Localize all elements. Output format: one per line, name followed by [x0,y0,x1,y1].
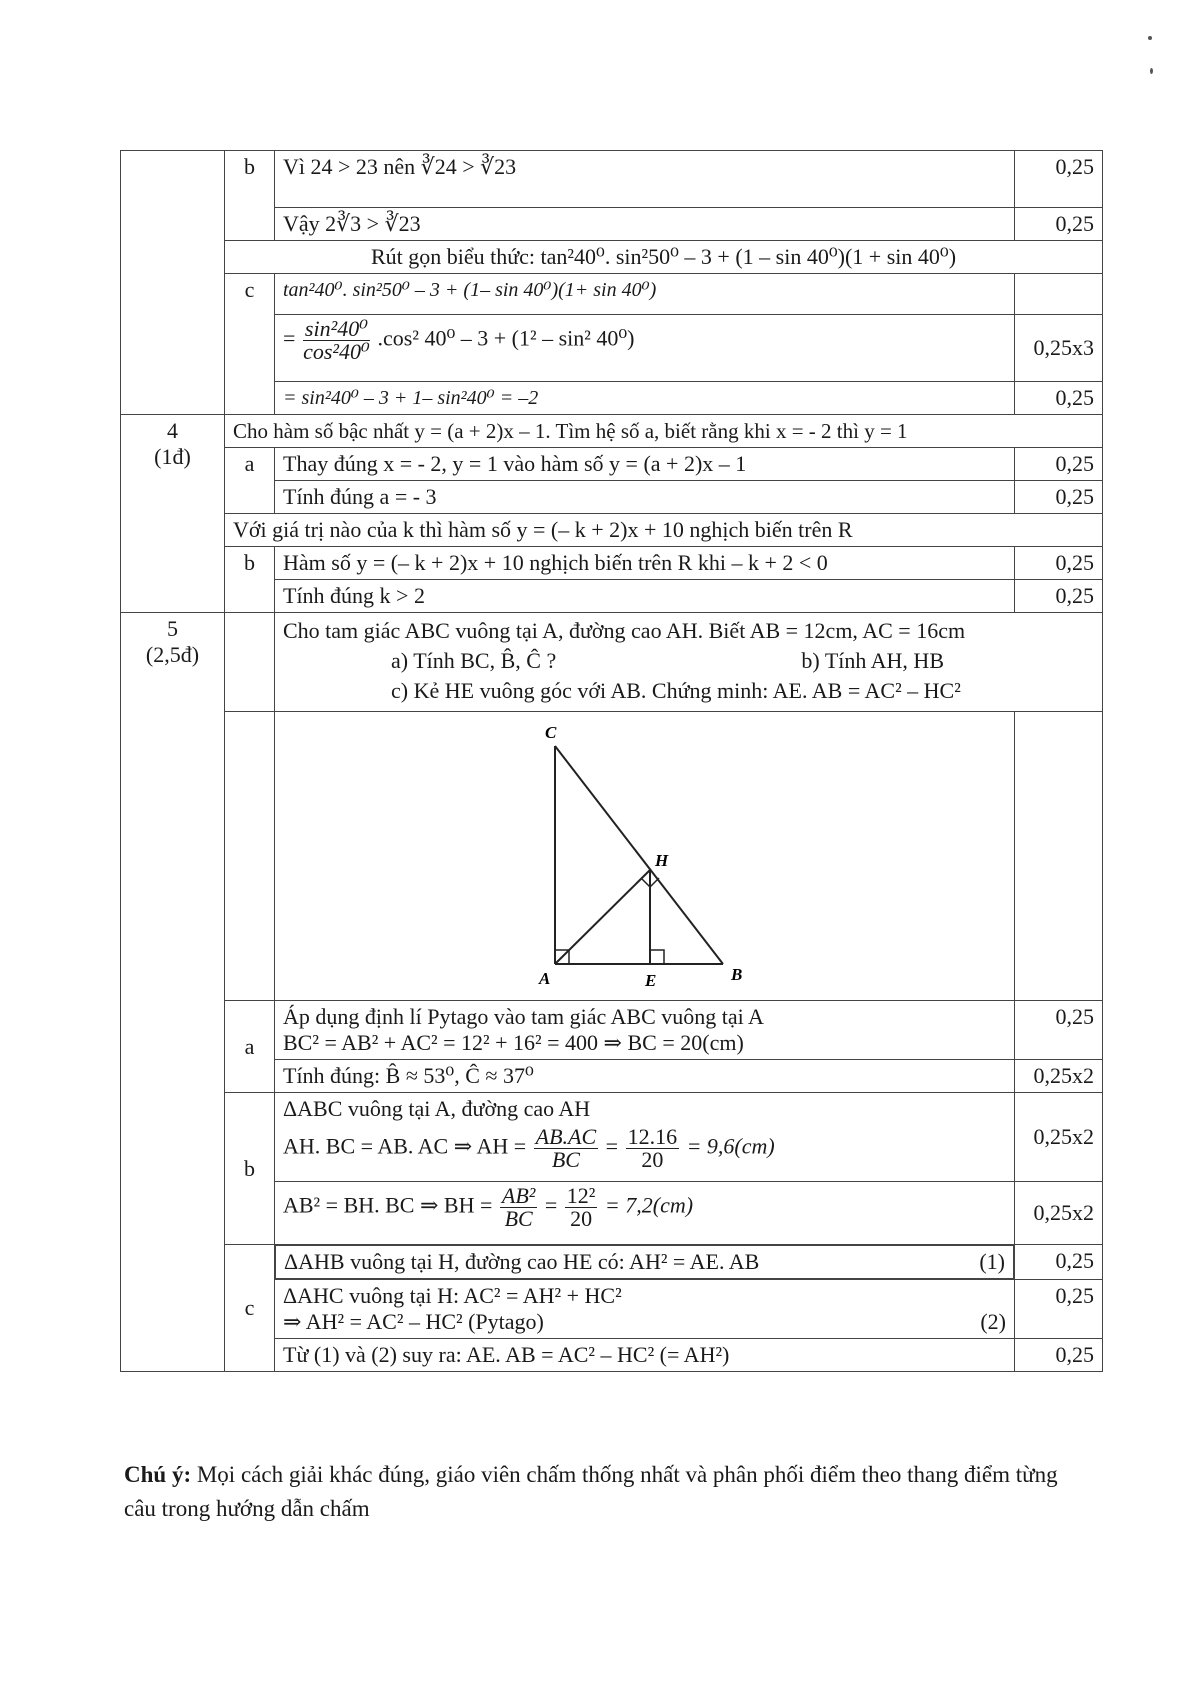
answer-line: Tính đúng a = - 3 [275,481,1015,514]
expr-result: = 7,2(cm) [604,1192,694,1218]
score: 0,25 [1015,1001,1103,1060]
score: 0,25 [1015,1280,1103,1339]
task-part-a: a) Tính BC, B̂, Ĉ ? [391,648,557,673]
score: 0,25x2 [1015,1060,1103,1093]
fraction-denominator: 20 [641,1147,664,1172]
score: 0,25 [1015,580,1103,613]
question-cell-4 [121,415,225,613]
score: 0,25 [1015,481,1103,514]
score: 0,25x2 [1015,1182,1103,1245]
table-row [121,613,1103,712]
fraction [303,318,370,363]
score: 0,25 [1015,1339,1103,1372]
fraction-numerator: 12.16 [627,1124,678,1149]
answer-line: Hàm số y = (– k + 2)x + 10 nghịch biến trên R khi – k + 2 < 0 [275,547,1015,580]
answer-text: ΔAHC vuông tại H: AC² = AH² + HC² [283,1283,622,1308]
fraction [626,1126,680,1171]
task-statement: Cho hàm số bậc nhất y = (a + 2)x – 1. Tìm hệ số a, biết rằng khi x = - 2 thì y = 1 [225,415,1103,448]
fraction-numerator: 12² [566,1183,596,1208]
answer-line: Tính đúng k > 2 [275,580,1015,613]
table-row [121,151,1103,208]
part-label: a [225,448,275,514]
equation-mark: (2) [980,1309,1006,1334]
expr-prefix: AB² = BH. BC ⇒ BH = [283,1192,493,1218]
equals-sign: = [283,325,296,351]
answer-text: ΔABC vuông tại A, đường cao AH [283,1096,591,1121]
score: 0,25x2 [1015,1093,1103,1182]
figure-cell [275,712,1015,1001]
part-label: a [225,1001,275,1093]
score: 0,25 [1015,1245,1103,1280]
answer-text [283,1309,1006,1335]
question-number: 5 [167,616,178,641]
fraction-numerator: AB.AC [535,1124,597,1149]
task-statement: Với giá trị nào của k thì hàm số y = (– k + 2)x + 10 nghịch biến trên R [225,514,1103,547]
label-b: B [731,965,743,984]
part-label: c [225,1245,275,1372]
answer-text [283,1126,1006,1171]
answer-line: Tính đúng: B̂ ≈ 53⁰, Ĉ ≈ 37⁰ [275,1060,1015,1093]
table-row [121,415,1103,448]
scan-speck [1150,68,1153,74]
part-label: b [225,151,275,241]
scan-speck [1148,36,1152,40]
score: 0,25 [1015,151,1103,208]
equation-mark: (1) [979,1249,1005,1274]
grading-table [120,150,1103,1372]
answer-line [275,1280,1015,1339]
task-line [283,646,1094,676]
fraction [534,1126,599,1171]
table-row [121,241,1103,274]
table-row [121,1001,1103,1060]
label-h: H [655,851,669,870]
table-row [121,274,1103,315]
score-empty [1015,274,1103,315]
expr-prefix: AH. BC = AB. AC ⇒ AH = [283,1133,527,1159]
label-c: C [545,723,557,742]
task-statement: Rút gọn biểu thức: tan²40⁰. sin²50⁰ – 3 + (1 – sin 40⁰)(1 + sin 40⁰) [225,241,1103,274]
question-cell-3 [121,151,225,415]
answer-line: Thay đúng x = - 2, y = 1 vào hàm số y = (a + 2)x – 1 [275,448,1015,481]
score: 0,25 [1015,382,1103,415]
question-cell-5 [121,613,225,1372]
answer-line [275,1093,1015,1182]
label-a: A [539,969,551,988]
expr-result: = 9,6(cm) [686,1133,775,1159]
answer-line: Từ (1) và (2) suy ra: AE. AB = AC² – HC² (= AH²) [275,1339,1015,1372]
task-line: c) Kẻ HE vuông góc với AB. Chứng minh: AE. AB = AC² – HC² [391,678,961,703]
right-angle-e [650,950,664,964]
fraction-denominator: BC [504,1206,533,1231]
answer-line [275,315,1015,382]
answer-text: ΔAHB vuông tại H, đường cao HE có: AH² = AE. AB [284,1249,760,1274]
table-row [121,448,1103,481]
part-label: c [225,274,275,415]
task-part-b: b) Tính AH, HB [801,648,944,673]
table-row [121,1093,1103,1182]
answer-line [275,1245,1014,1279]
answer-line: = sin²40⁰ – 3 + 1– sin²40⁰ = –2 [275,382,1015,415]
footnote [124,1458,1064,1526]
question-points: (1đ) [154,444,191,469]
answer-text: Áp dụng định lí Pytago vào tam giác ABC vuông tại A [283,1004,764,1029]
fraction [565,1185,598,1230]
task-line: Cho tam giác ABC vuông tại A, đường cao AH. Biết AB = 12cm, AC = 16cm [283,618,966,643]
segment-bc [555,746,723,964]
fraction-numerator: AB² [501,1183,536,1208]
score: 0,25 [1015,448,1103,481]
answer-line: Vì 24 > 23 nên ∛24 > ∛23 [275,151,1015,208]
answer-line [275,1182,1015,1245]
question-number: 4 [167,418,178,443]
expression-rest: .cos² 40⁰ – 3 + (1² – sin² 40⁰) [377,325,635,351]
answer-line [275,1001,1015,1060]
score: 0,25 [1015,208,1103,241]
answer-text: ⇒ AH² = AC² – HC² (Pytago) [283,1309,544,1334]
fraction [500,1185,537,1230]
part-label: b [225,547,275,613]
score: 0,25x3 [1015,315,1103,382]
score-empty [1015,712,1103,1001]
fraction-numerator: sin²40⁰ [304,316,369,341]
equals-sign: = [544,1192,558,1218]
task-statement [275,613,1103,712]
score: 0,25 [1015,547,1103,580]
footnote-text: Mọi cách giải khác đúng, giáo viên chấm thống nhất và phân phối điểm theo thang điểm từng câu trong hướng dẫn chấm [124,1462,1058,1521]
fraction-denominator: cos²40⁰ [303,339,370,364]
table-row [121,547,1103,580]
fraction-denominator: BC [551,1147,580,1172]
equals-sign: = [605,1133,619,1159]
answer-line: Vậy 2∛3 > ∛23 [275,208,1015,241]
table-row [121,514,1103,547]
table-row [121,1245,1103,1280]
label-e: E [645,971,657,990]
answer-line: tan²40⁰. sin²50⁰ – 3 + (1– sin 40⁰)(1+ sin 40⁰) [275,274,1015,315]
triangle-figure [275,712,995,994]
question-points: (2,5đ) [145,642,200,667]
answer-text: BC² = AB² + AC² = 12² + 16² = 400 ⇒ BC = 20(cm) [283,1030,744,1055]
footnote-label: Chú ý: [124,1462,192,1487]
fraction-denominator: 20 [570,1206,593,1231]
part-label: b [225,1093,275,1245]
table-row [121,712,1103,1001]
